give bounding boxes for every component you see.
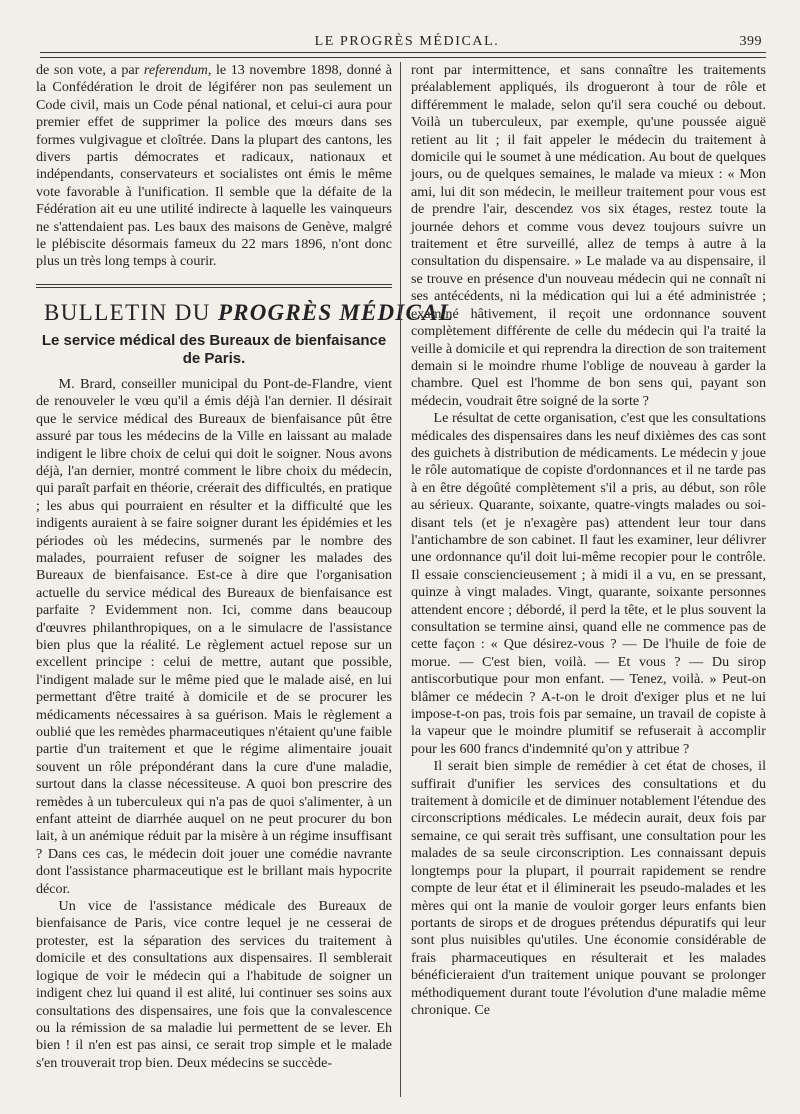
- bulletin-prefix: BULLETIN DU: [44, 299, 218, 325]
- right-paragraph-1: ront par intermittence, et sans connaître les traitements préalablement appliqués, ils drogueront à tour de rôle et différemment le malade, selon qu'il sera couché ou debout. Voilà un tuberculeux, par exemple, qu'une poussée aiguë retient au lit ; il fait appeler le médecin du traitement à domicile qui le soumet à une médication. Au bout de quelques jours, ou de quelques semaines, le malade va mieux : « Mon ami, lui dit son médecin, le meilleur traitement pour vous est de prendre l'air, descendez vos six étages, restez toute la journée dehors et comme vous devez toujours suivre un traitement et être surveillé, allez de temps à autre à la consultation du dispensaire. » Le malade va au dispensaire, il se trouve en présence d'un nouveau médecin qui ne connaît ni ses antécédents, ni la médication qui lui a été administrée ; examiné hâtivement, il reçoit une ordonnance souvent complètement différente de celle du médecin qui l'a traité la veille à domicile et qui reprendra la direction de son traitement demain si le moindre rhume l'oblige de nouveau à garder la chambre. Quel est l'homme de bon sens qui, payant son médecin, voudrait être soigné de la sorte ?: [411, 62, 766, 409]
- article-title: Le service médical des Bureaux de bienfaisance de Paris.: [41, 331, 387, 367]
- left-paragraph-2: Un vice de l'assistance médicale des Bureaux de bienfaisance de Paris, vice contre lequel je ne cesserai de protester, est la séparation des services du traitement à domicile et des consultations aux dispensaires. Il semblerait logique de voir le médecin qui a l'habitude de soigner un indigent chez lui quand il est alité, lui continuer ses soins aux consultations des dispensaires, une fois que la convalescence ou la rémission de sa maladie lui permettent de se lever. Eh bien ! il n'en est pas ainsi, ce serait trop simple et le malade s'en trouverait trop bien. Deux médecins se succède-: [36, 898, 392, 1071]
- running-header: [42, 30, 772, 54]
- intro-text-end: le 13 novembre 1898, donné à la Confédération le droit de légiférer non pas seulement un Code civil, mais un Code pénal national, et celui-ci aura pour premier effet de supprimer la police des mœurs dans ses formes vulgivague et cloîtrée. Dans la plupart des cantons, les divers partis démocrates et radicaux, nationaux et indépendants, conservateurs et socialistes ont émis le même vote favorable à l'unification. Il semble que la défaite de la Fédération ait eu une utilité indirecte à laquelle les vainqueurs ne s'attendaient pas. Les baux des maisons de Genève, malgré le plébiscite désormais fameux du 22 mars 1896, n'ont donc plus un très long temps à courir.: [36, 62, 392, 270]
- header-rule: [40, 52, 766, 58]
- section-separator-rule: [36, 284, 392, 288]
- column-divider: [400, 62, 401, 1097]
- intro-italic-word: referendum,: [143, 62, 212, 78]
- right-paragraph-3: Il serait bien simple de remédier à cet état de choses, il suffirait d'unifier les services des consultations et du traitement à domicile et de diminuer notablement l'étendue des circonscriptions médicales. Le médecin aurait, deux fois par semaine, ce qui serait très suffisant, une consultation pour les malades de sa seule circonscription. Les connaissant depuis longtemps pour la plupart, il pourrait rapidement se rendre compte de leur état et il éliminerait les pseudo-malades et les mères qui ont la manie de vouloir gorger leurs enfants bien portants de sirops et de drogues prétendus dépuratifs qui leur sont plus nuisibles qu'utiles. Une économie considérable de frais pharmaceutiques en résulterait et les malades bénéficieraient d'un traitement unique pouvant se prolonger méthodiquement durant toute l'évolution d'une maladie même chronique. Ce: [411, 758, 766, 1018]
- right-column: [411, 62, 766, 1019]
- left-paragraph-1: M. Brard, conseiller municipal du Pont-de-Flandre, vient de renouveler le vœu qu'il a émis déjà l'an dernier. Il désirait que le service médical des Bureaux de bienfaisance pût être assuré par tous les médecins de la Ville en laissant au malade indigent le libre choix de celui qui doit le soigner. Nous avons déjà, l'an dernier, montré comment le libre choix du médecin, qui paraît parfait en théorie, créerait des difficultés, en pratique ; les abus qui pourraient en résulter et la difficulté que les indigents auraient à se faire soigner durant les épidémies et les périodes où les médecins, surmenés par le nombre des malades, pourraient refuser de soigner les malades des Bureaux de bienfaisance. Est-ce à dire que l'organisation actuelle du service médical des Bureaux de bienfaisance est parfaite ? Evidemment non. Ici, comme dans beaucoup d'œuvres philanthropiques, on a le simulacre de l'assistance bien plus que la réalité. Le règlement actuel repose sur un excellent principe : celui de mettre, autant que possible, l'indigent malade sur le même pied que le malade aisé, en lui permettant d'être traité à domicile et de se procurer les médicaments nécessaires à sa guérison. Mais le règlement a oublié que les remèdes pharmaceutiques n'étaient qu'une faible partie d'un traitement et que le régime alimentaire jouait souvent un rôle prépondérant dans la cure d'une maladie, surtout dans la classe nécessiteuse. A quoi bon prescrire des remèdes à un tuberculeux qui n'a pas de quoi s'alimenter, à un enfant atteint de diarrhée auquel on ne peut procurer du bon lait, à un anémique réduit par la misère à un régime insuffisant ? Dans ces cas, le médecin doit jouer une comédie navrante dont l'assistance pharmaceutique est le brillant mais hypocrite décor.: [36, 375, 392, 897]
- running-title: LE PROGRÈS MÉDICAL.: [314, 34, 500, 49]
- intro-text-start: de son vote, a par: [36, 62, 144, 78]
- bulletin-heading: [44, 299, 454, 326]
- intro-paragraph: [36, 62, 392, 271]
- bulletin-journal-name: PROGRÈS MÉDICAL: [217, 299, 454, 325]
- right-paragraph-2: Le résultat de cette organisation, c'est que les consultations médicales des dispensaires dans les neuf dixièmes des cas sont des guichets à distribution de médicaments. Le médecin y joue le rôle automatique de copiste d'ordonnances et il ne tarde pas à en être dégoûté complètement s'il a pris, au début, son rôle au sérieux. Quarante, soixante, quatre-vingts malades ou soi-disant tels (et je n'exagère pas) attendent leur tour dans l'antichambre de son cabinet. Il faut les examiner, leur délivrer une ordonnance qu'il doit lui-même recopier pour le contrôle. Il essaie consciencieusement ; à midi il a vu, en se pressant, quinze à vingt malades. Vingt, quarante, soixante personnes attendent encore ; débordé, il perd la tête, et le plus souvent la consultation se termine ainsi, quand elle ne commence pas de cette façon : « Que désirez-vous ? — De l'huile de foie de morue. — C'est bien, voilà. — Et vous ? — Du sirop antiscorbutique pour mon enfant. — Tenez, voilà. » Peut-on blâmer ce médecin ? A-t-on le droit d'exiger plus et ne lui impose-t-on pas, trois fois par semaine, un travail de copiste à la vapeur que le moindre plumitif se refuserait à accomplir pour les 600 francs d'indemnité qu'on y attribue ?: [411, 410, 766, 757]
- page-number: 399: [739, 34, 762, 49]
- left-column: [36, 62, 454, 1072]
